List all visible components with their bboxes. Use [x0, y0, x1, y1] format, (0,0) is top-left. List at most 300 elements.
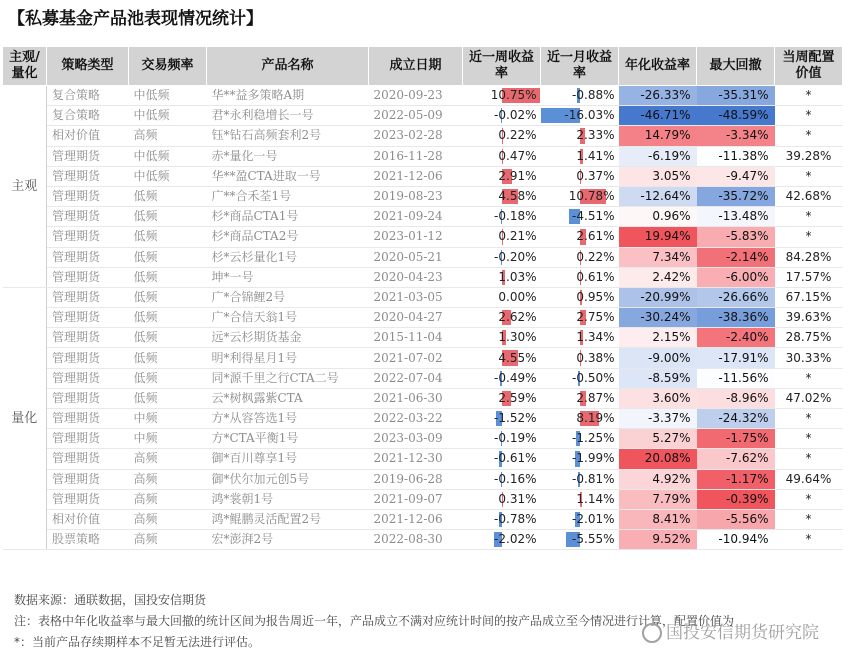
strategy-cell: 管理期货 — [47, 388, 129, 408]
week-return-cell — [463, 409, 541, 429]
frequency-cell: 低频 — [129, 227, 207, 247]
strategy-cell: 管理期货 — [47, 166, 129, 186]
frequency-cell: 高频 — [129, 126, 207, 146]
strategy-cell: 管理期货 — [47, 267, 129, 287]
week-return-cell — [463, 388, 541, 408]
week-return-value: 4.58% — [498, 189, 537, 204]
table-row — [3, 530, 843, 550]
date-cell: 2021-03-05 — [369, 287, 463, 307]
table-row — [3, 449, 843, 469]
header-group: 主观/量化 — [3, 47, 47, 86]
allocation-value-cell: 84.28% — [775, 247, 843, 267]
frequency-cell: 低频 — [129, 388, 207, 408]
max-drawdown-cell: -1.75% — [697, 429, 775, 449]
watermark — [642, 618, 819, 643]
month-return-value: 1.41% — [576, 148, 615, 163]
strategy-cell: 股票策略 — [47, 530, 129, 550]
strategy-cell: 管理期货 — [47, 409, 129, 429]
annual-return-cell: -6.19% — [619, 146, 697, 166]
date-cell: 2023-01-12 — [369, 227, 463, 247]
week-return-cell — [463, 247, 541, 267]
strategy-cell: 管理期货 — [47, 449, 129, 469]
product-name-cell: 杉*商品CTA1号 — [207, 207, 369, 227]
product-name-cell: 鸿*鲲鹏灵活配置2号 — [207, 509, 369, 529]
table-row — [3, 247, 843, 267]
frequency-cell: 高频 — [129, 469, 207, 489]
month-return-value: 1.34% — [576, 330, 615, 345]
month-return-value: -5.55% — [572, 532, 615, 547]
month-return-value: 1.14% — [576, 491, 615, 506]
frequency-cell: 高频 — [129, 489, 207, 509]
frequency-cell: 中低频 — [129, 86, 207, 106]
frequency-cell: 中频 — [129, 409, 207, 429]
allocation-value-cell: * — [775, 509, 843, 529]
month-return-value: 8.19% — [576, 411, 615, 426]
allocation-value-cell: * — [775, 530, 843, 550]
header-allocation-value: 当周配置价值 — [775, 47, 843, 86]
product-name-cell: 同*源千里之行CTA二号 — [207, 368, 369, 388]
date-cell: 2022-05-09 — [369, 106, 463, 126]
table-row — [3, 146, 843, 166]
strategy-cell: 管理期货 — [47, 469, 129, 489]
week-return-value: 0.00% — [498, 289, 537, 304]
date-cell: 2023-03-09 — [369, 429, 463, 449]
month-return-cell — [541, 287, 619, 307]
date-cell: 2020-09-23 — [369, 86, 463, 106]
month-return-value: -0.88% — [572, 88, 615, 103]
month-return-value: 0.95% — [576, 289, 615, 304]
frequency-cell: 低频 — [129, 247, 207, 267]
week-return-value: -0.02% — [494, 108, 537, 123]
annual-return-cell: -20.99% — [619, 287, 697, 307]
month-return-value: 2.33% — [576, 128, 615, 143]
month-return-cell — [541, 368, 619, 388]
frequency-cell: 低频 — [129, 328, 207, 348]
max-drawdown-cell: -35.72% — [697, 186, 775, 206]
product-name-cell: 杉*云杉量化1号 — [207, 247, 369, 267]
week-return-cell — [463, 106, 541, 126]
frequency-cell: 高频 — [129, 530, 207, 550]
max-drawdown-cell: -2.14% — [697, 247, 775, 267]
week-return-cell — [463, 126, 541, 146]
week-return-cell — [463, 166, 541, 186]
max-drawdown-cell: -6.00% — [697, 267, 775, 287]
allocation-value-cell: * — [775, 409, 843, 429]
annual-return-cell: 3.05% — [619, 166, 697, 186]
strategy-cell: 相对价值 — [47, 509, 129, 529]
table-header-row — [3, 47, 843, 86]
product-name-cell: 君*永利稳增长一号 — [207, 106, 369, 126]
strategy-cell: 管理期货 — [47, 227, 129, 247]
table-row — [3, 267, 843, 287]
header-strategy: 策略类型 — [47, 47, 129, 86]
table-row — [3, 287, 843, 307]
month-return-cell — [541, 409, 619, 429]
frequency-cell: 中低频 — [129, 146, 207, 166]
month-return-cell — [541, 530, 619, 550]
group-label: 量化 — [3, 287, 47, 549]
strategy-cell: 管理期货 — [47, 247, 129, 267]
date-cell: 2020-05-21 — [369, 247, 463, 267]
week-return-cell — [463, 348, 541, 368]
allocation-value-cell: * — [775, 166, 843, 186]
allocation-value-cell: 49.64% — [775, 469, 843, 489]
week-return-value: 0.31% — [498, 491, 537, 506]
table-row — [3, 348, 843, 368]
table-row — [3, 368, 843, 388]
month-return-cell — [541, 207, 619, 227]
month-return-cell — [541, 509, 619, 529]
strategy-cell: 相对价值 — [47, 126, 129, 146]
annual-return-cell: 5.27% — [619, 429, 697, 449]
product-name-cell: 钰*钻石高频套利2号 — [207, 126, 369, 146]
month-return-value: 0.38% — [576, 350, 615, 365]
date-cell: 2022-03-22 — [369, 409, 463, 429]
annual-return-cell: 3.60% — [619, 388, 697, 408]
header-product-name: 产品名称 — [207, 47, 369, 86]
date-cell: 2021-09-24 — [369, 207, 463, 227]
month-return-value: 10.78% — [568, 189, 615, 204]
strategy-cell: 管理期货 — [47, 368, 129, 388]
annual-return-cell: -9.00% — [619, 348, 697, 368]
max-drawdown-cell: -24.32% — [697, 409, 775, 429]
allocation-value-cell: 17.57% — [775, 267, 843, 287]
strategy-cell: 管理期货 — [47, 287, 129, 307]
month-return-cell — [541, 227, 619, 247]
month-return-value: -2.01% — [572, 512, 615, 527]
month-return-cell — [541, 267, 619, 287]
week-return-cell — [463, 328, 541, 348]
annual-return-cell: 14.79% — [619, 126, 697, 146]
frequency-cell: 低频 — [129, 308, 207, 328]
table-row — [3, 106, 843, 126]
month-return-cell — [541, 469, 619, 489]
max-drawdown-cell: -11.38% — [697, 146, 775, 166]
header-week-return: 近一周收益率 — [463, 47, 541, 86]
strategy-cell: 管理期货 — [47, 146, 129, 166]
annual-return-cell: 9.52% — [619, 530, 697, 550]
date-cell: 2020-04-27 — [369, 308, 463, 328]
product-name-cell: 广*合信天翁1号 — [207, 308, 369, 328]
header-annual-return: 年化收益率 — [619, 47, 697, 86]
annual-return-cell: 0.96% — [619, 207, 697, 227]
frequency-cell: 中低频 — [129, 166, 207, 186]
allocation-value-cell: 67.15% — [775, 287, 843, 307]
allocation-value-cell: 39.28% — [775, 146, 843, 166]
max-drawdown-cell: -1.17% — [697, 469, 775, 489]
month-return-cell — [541, 186, 619, 206]
week-return-value: 4.55% — [498, 350, 537, 365]
date-cell: 2021-09-07 — [369, 489, 463, 509]
product-name-cell: 云*树枫露紫CTA — [207, 388, 369, 408]
max-drawdown-cell: -26.66% — [697, 287, 775, 307]
week-return-value: -0.18% — [494, 209, 537, 224]
allocation-value-cell: * — [775, 207, 843, 227]
annual-return-cell: 2.42% — [619, 267, 697, 287]
table-row — [3, 489, 843, 509]
strategy-cell: 管理期货 — [47, 489, 129, 509]
product-name-cell: 御*伏尔加元创5号 — [207, 469, 369, 489]
table-row — [3, 186, 843, 206]
month-return-value: 2.87% — [576, 390, 615, 405]
month-return-cell — [541, 489, 619, 509]
week-return-value: 0.21% — [498, 229, 537, 244]
table-row — [3, 166, 843, 186]
header-inception-date: 成立日期 — [369, 47, 463, 86]
annual-return-cell: 7.79% — [619, 489, 697, 509]
week-return-value: 1.03% — [498, 269, 537, 284]
table-row — [3, 388, 843, 408]
month-return-cell — [541, 328, 619, 348]
annual-return-cell: -12.64% — [619, 186, 697, 206]
annual-return-cell: 19.94% — [619, 227, 697, 247]
product-name-cell: 坤*一号 — [207, 267, 369, 287]
performance-table — [2, 46, 843, 550]
max-drawdown-cell: -11.56% — [697, 368, 775, 388]
max-drawdown-cell: -2.40% — [697, 328, 775, 348]
strategy-cell: 管理期货 — [47, 348, 129, 368]
month-return-value: -4.51% — [572, 209, 615, 224]
table-row — [3, 308, 843, 328]
week-return-value: -0.19% — [494, 431, 537, 446]
week-return-cell — [463, 86, 541, 106]
frequency-cell: 高频 — [129, 509, 207, 529]
annual-return-cell: 7.34% — [619, 247, 697, 267]
week-return-cell — [463, 509, 541, 529]
product-name-cell: 华**益多策略A期 — [207, 86, 369, 106]
annual-return-cell: -3.37% — [619, 409, 697, 429]
product-name-cell: 远*云杉期货基金 — [207, 328, 369, 348]
watermark-text: 国投安信期货研究院 — [666, 623, 819, 643]
month-return-cell — [541, 348, 619, 368]
allocation-value-cell: * — [775, 449, 843, 469]
allocation-value-cell: * — [775, 429, 843, 449]
max-drawdown-cell: -7.62% — [697, 449, 775, 469]
week-return-value: -0.49% — [494, 370, 537, 385]
month-return-value: 0.37% — [576, 168, 615, 183]
max-drawdown-cell: -5.56% — [697, 509, 775, 529]
month-return-value: -0.81% — [572, 471, 615, 486]
allocation-value-cell: * — [775, 227, 843, 247]
date-cell: 2021-12-30 — [369, 449, 463, 469]
strategy-cell: 复合策略 — [47, 86, 129, 106]
wechat-logo-icon — [642, 623, 662, 643]
group-label: 主观 — [3, 86, 47, 288]
data-source-note: 数据来源：通联数据，国投安信期货 — [14, 593, 207, 607]
max-drawdown-cell: -35.31% — [697, 86, 775, 106]
date-cell: 2020-04-23 — [369, 267, 463, 287]
max-drawdown-cell: -38.36% — [697, 308, 775, 328]
week-return-cell — [463, 489, 541, 509]
frequency-cell: 高频 — [129, 449, 207, 469]
table-row — [3, 509, 843, 529]
week-return-cell — [463, 146, 541, 166]
week-return-cell — [463, 429, 541, 449]
strategy-cell: 复合策略 — [47, 106, 129, 126]
month-return-value: -1.25% — [572, 431, 615, 446]
date-cell: 2021-06-30 — [369, 388, 463, 408]
month-return-cell — [541, 166, 619, 186]
frequency-cell: 低频 — [129, 287, 207, 307]
product-name-cell: 赤*量化一号 — [207, 146, 369, 166]
header-month-return: 近一月收益率 — [541, 47, 619, 86]
product-name-cell: 宏*澎湃2号 — [207, 530, 369, 550]
strategy-cell: 管理期货 — [47, 308, 129, 328]
allocation-value-cell: * — [775, 86, 843, 106]
table-row — [3, 469, 843, 489]
month-return-value: -0.50% — [572, 370, 615, 385]
week-return-cell — [463, 530, 541, 550]
max-drawdown-cell: -17.91% — [697, 348, 775, 368]
max-drawdown-cell: -48.59% — [697, 106, 775, 126]
week-return-value: -2.02% — [494, 532, 537, 547]
allocation-value-cell: 28.75% — [775, 328, 843, 348]
allocation-value-cell: * — [775, 126, 843, 146]
max-drawdown-cell: -9.47% — [697, 166, 775, 186]
month-return-value: 2.75% — [576, 310, 615, 325]
methodology-note: 注：表格中年化收益率与最大回撤的统计区间为报告周近一年，产品成立不满对应统计时间的按产品成立至今情况进行计算，配置价值为 — [14, 614, 735, 628]
month-return-cell — [541, 308, 619, 328]
product-name-cell: 明*利得星月1号 — [207, 348, 369, 368]
table-row — [3, 207, 843, 227]
footnotes — [14, 590, 734, 653]
annual-return-cell: 2.15% — [619, 328, 697, 348]
max-drawdown-cell: -3.34% — [697, 126, 775, 146]
annual-return-cell: -8.59% — [619, 368, 697, 388]
week-return-cell — [463, 308, 541, 328]
month-return-cell — [541, 146, 619, 166]
date-cell: 2022-08-30 — [369, 530, 463, 550]
frequency-cell: 低频 — [129, 186, 207, 206]
week-return-cell — [463, 267, 541, 287]
table-row — [3, 429, 843, 449]
week-return-cell — [463, 186, 541, 206]
strategy-cell: 管理期货 — [47, 186, 129, 206]
month-return-value: 2.61% — [576, 229, 615, 244]
max-drawdown-cell: -13.48% — [697, 207, 775, 227]
product-name-cell: 杉*商品CTA2号 — [207, 227, 369, 247]
week-return-cell — [463, 287, 541, 307]
max-drawdown-cell: -8.96% — [697, 388, 775, 408]
month-return-cell — [541, 126, 619, 146]
annual-return-cell: 8.41% — [619, 509, 697, 529]
month-return-cell — [541, 449, 619, 469]
annual-return-cell: -26.33% — [619, 86, 697, 106]
table-body — [3, 86, 843, 550]
frequency-cell: 中频 — [129, 429, 207, 449]
week-return-value: -0.20% — [494, 249, 537, 264]
annual-return-cell: 4.92% — [619, 469, 697, 489]
week-return-cell — [463, 469, 541, 489]
max-drawdown-cell: -5.83% — [697, 227, 775, 247]
week-return-value: -0.16% — [494, 471, 537, 486]
annual-return-cell: 20.08% — [619, 449, 697, 469]
week-return-value: 0.22% — [498, 128, 537, 143]
product-name-cell: 广*合锦鲤2号 — [207, 287, 369, 307]
frequency-cell: 低频 — [129, 348, 207, 368]
product-name-cell: 方*从容答选1号 — [207, 409, 369, 429]
table-title: 【私募基金产品池表现情况统计】 — [8, 9, 263, 29]
week-return-value: -1.52% — [494, 411, 537, 426]
header-frequency: 交易频率 — [129, 47, 207, 86]
strategy-cell: 管理期货 — [47, 429, 129, 449]
frequency-cell: 低频 — [129, 368, 207, 388]
product-name-cell: 御*百川尊享1号 — [207, 449, 369, 469]
date-cell: 2023-02-28 — [369, 126, 463, 146]
date-cell: 2021-12-06 — [369, 166, 463, 186]
month-return-cell — [541, 429, 619, 449]
frequency-cell: 低频 — [129, 267, 207, 287]
month-return-cell — [541, 106, 619, 126]
strategy-cell: 管理期货 — [47, 207, 129, 227]
frequency-cell: 中低频 — [129, 106, 207, 126]
allocation-value-cell: * — [775, 489, 843, 509]
table-row — [3, 86, 843, 106]
allocation-value-cell: 47.02% — [775, 388, 843, 408]
product-name-cell: 方*CTA平衡1号 — [207, 429, 369, 449]
month-return-value: 0.22% — [576, 249, 615, 264]
product-name-cell: 鸿*裳朝1号 — [207, 489, 369, 509]
date-cell: 2015-11-04 — [369, 328, 463, 348]
week-return-value: 2.91% — [498, 168, 537, 183]
week-return-cell — [463, 227, 541, 247]
date-cell: 2022-07-04 — [369, 368, 463, 388]
max-drawdown-cell: -10.94% — [697, 530, 775, 550]
week-return-value: 2.62% — [498, 310, 537, 325]
week-return-value: 1.30% — [498, 330, 537, 345]
week-return-cell — [463, 368, 541, 388]
annual-return-cell: -46.71% — [619, 106, 697, 126]
month-return-cell — [541, 86, 619, 106]
week-return-value: 0.47% — [498, 148, 537, 163]
table-row — [3, 409, 843, 429]
performance-table-wrapper — [2, 46, 842, 550]
annual-return-cell: -30.24% — [619, 308, 697, 328]
date-cell: 2019-08-23 — [369, 186, 463, 206]
allocation-value-cell: 42.68% — [775, 186, 843, 206]
week-return-value: 10.75% — [490, 88, 537, 103]
week-return-value: -0.78% — [494, 512, 537, 527]
month-return-value: -16.03% — [564, 108, 615, 123]
header-max-drawdown: 最大回撤 — [697, 47, 775, 86]
allocation-value-cell: * — [775, 368, 843, 388]
allocation-value-cell: 30.33% — [775, 348, 843, 368]
table-row — [3, 126, 843, 146]
month-return-value: 0.61% — [576, 269, 615, 284]
week-return-cell — [463, 207, 541, 227]
date-cell: 2021-12-06 — [369, 509, 463, 529]
allocation-value-cell: * — [775, 106, 843, 126]
month-return-cell — [541, 247, 619, 267]
date-cell: 2019-06-28 — [369, 469, 463, 489]
table-row — [3, 227, 843, 247]
asterisk-note: *：当前产品存续期样本不足暂无法进行评估。 — [14, 635, 261, 649]
week-return-cell — [463, 449, 541, 469]
product-name-cell: 华**盈CTA进取一号 — [207, 166, 369, 186]
table-row — [3, 328, 843, 348]
strategy-cell: 管理期货 — [47, 328, 129, 348]
week-return-value: 2.59% — [498, 390, 537, 405]
product-name-cell: 广**合禾荃1号 — [207, 186, 369, 206]
date-cell: 2021-07-02 — [369, 348, 463, 368]
date-cell: 2016-11-28 — [369, 146, 463, 166]
allocation-value-cell: 39.63% — [775, 308, 843, 328]
month-return-value: -1.99% — [572, 451, 615, 466]
frequency-cell: 低频 — [129, 207, 207, 227]
month-return-cell — [541, 388, 619, 408]
max-drawdown-cell: -0.39% — [697, 489, 775, 509]
week-return-value: -0.61% — [494, 451, 537, 466]
